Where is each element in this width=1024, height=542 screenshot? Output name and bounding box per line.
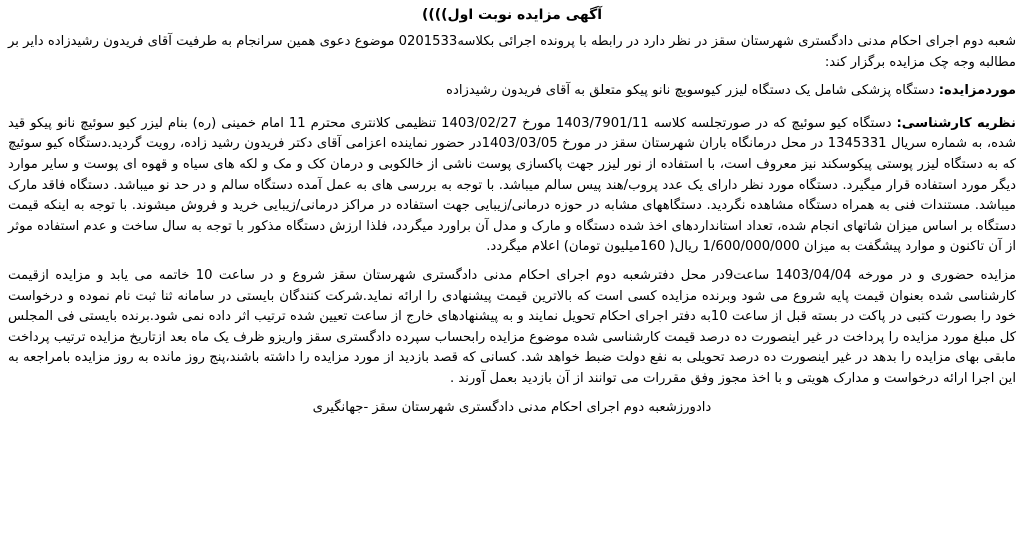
signature: دادورزشعبه دوم اجرای احکام مدنی دادگستری شهرستان سقز -جهانگیری [312,399,712,415]
auction-terms-paragraph: مزایده حضوری و در مورخه 1403/04/04 ساعت9در محل دفترشعبه دوم اجرای احکام مدنی دادگستری شهرستان سقز شروع و در ساعت 10 خاتمه می یابد و مزایده ازقیمت کارشناسی شده بعنوان قیمت پایه شروع می شود وبرنده مزایده کسی است که بالاترین قیمت پیشنهادی را ارائه نماید.شرکت کنندگان بایستی در سامانه ثنا ثبت نام نموده و درخواست خود را بصورت کتبی در پاکت در بسته قبل از ساعت 10به دفتر اجرای احکام تحویل نمایند و به پیشنهادهای خارج از ساعت تعیین شده ترتیب اثر داده نمی شود.برنده بایستی فی المجلس کل مبلغ مورد مزایده را پرداخت در غیر اینصورت ده درصد قیمت کارشناسی شده موضوع مزایده رابحساب سپرده دادگستری سقز واریزو ظرف یک ماه بعد ازتاریخ مزایده ترتیب پرداخت مابقی بهای مزایده را بدهد در غیر اینصورت ده درصد تحویلی به نفع دولت ضبط خواهد شد. کسانی که قصد بازدید از مورد مزایده را داشته باشند،پنج روز مانده به روز مزایده بامراجعه به این اجرا ارائه درخواست و مدارک هویتی و با اخذ مجوز وفق مقررات می توانند از آن بازدید بعمل آورند . [8,267,1017,386]
auction-subject-paragraph [8,81,1016,102]
notice-title: آگهی مزایده نوبت اول)))) [421,7,603,23]
subject-label: موردمزایده: [938,83,1016,99]
expert-opinion-paragraph [8,114,1016,258]
expert-text: دستگاه کیو سوئیچ که در صورتجلسه کلاسه 1403/7901/11 مورخ 1403/02/27 تنظیمی کلانتری محترم 11 امام خمینی (ره) بنام لیزر کیو سوئیچ نانو پیکو قید شده، به شماره سریال 1345331 در محل درمانگاه باران شهرستان سقز در مورخ 1403/03/05در حضور نماینده اعزامی آقای دکتر فریدون رشید زاده، رویت گردید.دستگاه کیو سوئیچ که به دستگاه لیزر پوستی پیکوسکند نیز معروف است، با استفاده از نور لیزر جهت پاکسازی پوست ناشی از خالکوبی و درمان کک و مک و لکه های سیاه و قهوه ای پوست و سایر موارد دیگر مورد استفاده قرار میگیرد. دستگاه مورد نظر دارای یک عدد پروب/هند پیس سالم میباشد. با توجه به بررسی های به عمل آمده دستگاه سالم و در حد نو میباشد. دستگاه فاقد مارک میباشد. مستندات فنی به همراه دستگاه مشاهده نگردید. دستگاههای مشابه در حوزه درمانی/زیبایی جهت استفاده در مراکز درمانی/زیبایی خرید و فروش میشوند. با توجه به اینکه قیمت دستگاه بر اساس میزان شاتهای انجام شده، تعداد استانداردهای اخذ شده دستگاه و مارک و مدل آن براورد میگردد، فلذا ارزش دستگاه مذکور با توجه به سال ساخت و عدم استفاده موثر از آن تاکنون و موارد پیشگفت به میزان 1/600/000/000 ریال( 160میلیون تومان) اعلام میگردد. [8,115,1016,255]
intro-paragraph: شعبه دوم اجرای احکام مدنی دادگستری شهرستان سقز در نظر دارد در رابطه با پرونده اجرائی بکلاسه0201533 موضوع دعوی همین سرانجام به طرفیت آقای فریدون رشیدزاده دایر بر مطالبه وجه چک مزایده برگزار کند: [8,34,1016,70]
subject-text: دستگاه پزشکی شامل یک دستگاه لیزر کیوسویچ نانو پیکو متعلق به آقای فریدون رشیدزاده [446,83,939,99]
expert-label: نظریه کارشناسی: [896,115,1016,131]
